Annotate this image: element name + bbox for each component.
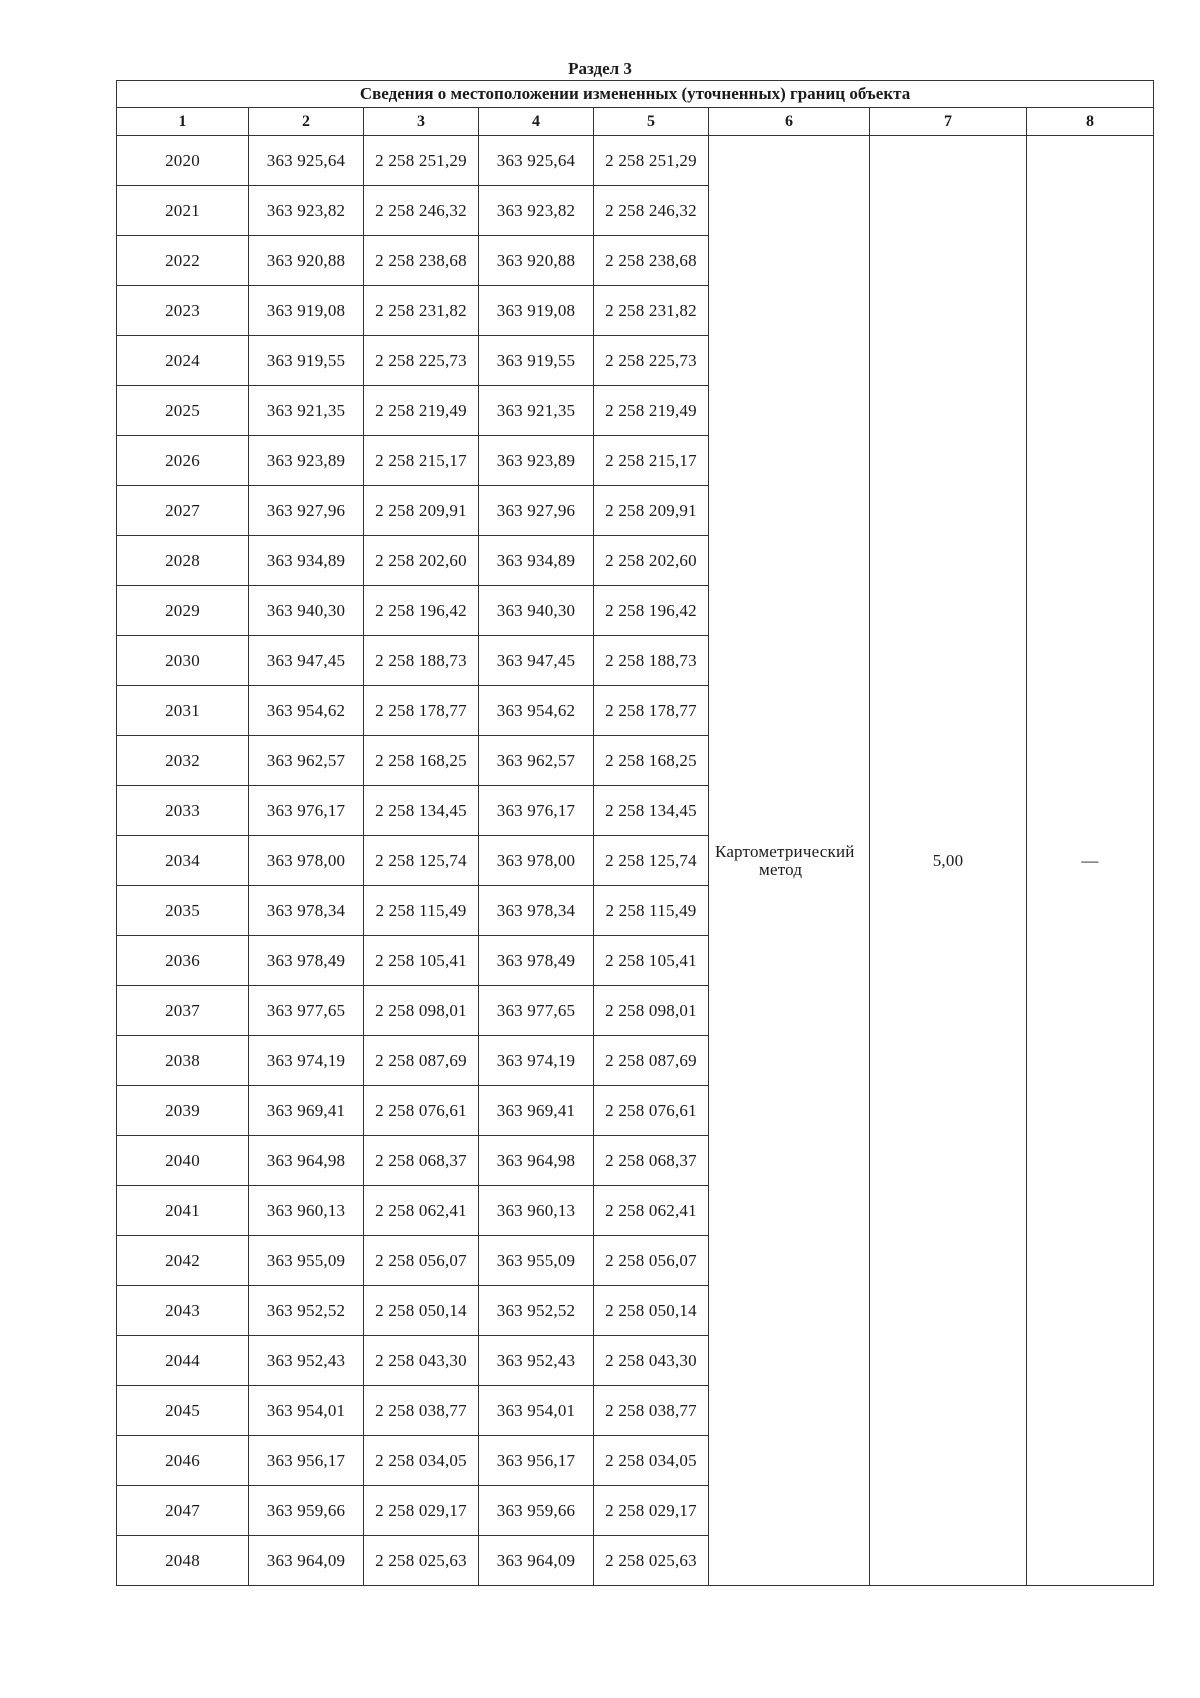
coordinate-cell: 363 923,82 xyxy=(249,186,364,236)
coordinate-cell: 363 923,89 xyxy=(479,436,594,486)
coordinate-cell: 363 921,35 xyxy=(249,386,364,436)
coordinate-cell: 2 258 196,42 xyxy=(364,586,479,636)
coordinate-cell: 2 258 196,42 xyxy=(594,586,709,636)
coordinate-cell: 2 258 068,37 xyxy=(364,1136,479,1186)
coordinate-cell: 2 258 219,49 xyxy=(594,386,709,436)
boundary-table xyxy=(116,80,1154,1586)
coordinate-cell: 363 960,13 xyxy=(479,1186,594,1236)
coordinate-cell: 2 258 225,73 xyxy=(594,336,709,386)
coordinate-cell: 363 919,08 xyxy=(479,286,594,336)
coordinate-cell: 2 258 098,01 xyxy=(594,986,709,1036)
coordinate-cell: 2 258 209,91 xyxy=(364,486,479,536)
coordinate-cell: 2 258 188,73 xyxy=(364,636,479,686)
column-number: 7 xyxy=(870,108,1027,136)
point-number-cell: 2032 xyxy=(117,736,249,786)
method-cell xyxy=(709,136,870,1586)
coordinate-cell: 2 258 238,68 xyxy=(594,236,709,286)
coordinate-cell: 2 258 034,05 xyxy=(594,1436,709,1486)
coordinate-cell: 363 952,52 xyxy=(479,1286,594,1336)
coordinate-cell: 2 258 034,05 xyxy=(364,1436,479,1486)
coordinate-cell: 2 258 056,07 xyxy=(364,1236,479,1286)
coordinate-cell: 363 925,64 xyxy=(479,136,594,186)
coordinate-cell: 363 954,01 xyxy=(479,1386,594,1436)
coordinate-cell: 2 258 246,32 xyxy=(364,186,479,236)
coordinate-cell: 363 978,49 xyxy=(249,936,364,986)
coordinate-cell: 2 258 115,49 xyxy=(594,886,709,936)
coordinate-cell: 363 954,01 xyxy=(249,1386,364,1436)
accuracy-cell: 5,00 xyxy=(870,136,1027,1586)
coordinate-cell: 363 923,89 xyxy=(249,436,364,486)
coordinate-cell: 363 927,96 xyxy=(249,486,364,536)
column-number: 4 xyxy=(479,108,594,136)
coordinate-cell: 2 258 215,17 xyxy=(594,436,709,486)
coordinate-cell: 2 258 076,61 xyxy=(594,1086,709,1136)
column-number-row xyxy=(117,108,1154,136)
coordinate-cell: 2 258 168,25 xyxy=(364,736,479,786)
coordinate-cell: 2 258 043,30 xyxy=(364,1336,479,1386)
coordinate-cell: 363 978,00 xyxy=(249,836,364,886)
coordinate-cell: 363 964,09 xyxy=(249,1536,364,1586)
point-number-cell: 2020 xyxy=(117,136,249,186)
coordinate-cell: 363 955,09 xyxy=(479,1236,594,1286)
coordinate-cell: 363 952,43 xyxy=(479,1336,594,1386)
point-number-cell: 2030 xyxy=(117,636,249,686)
coordinate-cell: 363 977,65 xyxy=(479,986,594,1036)
coordinate-cell: 2 258 029,17 xyxy=(594,1486,709,1536)
coordinate-cell: 363 919,55 xyxy=(479,336,594,386)
coordinate-cell: 2 258 105,41 xyxy=(364,936,479,986)
coordinate-cell: 2 258 134,45 xyxy=(594,786,709,836)
coordinate-cell: 363 974,19 xyxy=(479,1036,594,1086)
coordinate-cell: 2 258 038,77 xyxy=(364,1386,479,1436)
point-number-cell: 2029 xyxy=(117,586,249,636)
coordinate-cell: 2 258 231,82 xyxy=(594,286,709,336)
coordinate-cell: 363 921,35 xyxy=(479,386,594,436)
coordinate-cell: 363 969,41 xyxy=(249,1086,364,1136)
coordinate-cell: 363 956,17 xyxy=(249,1436,364,1486)
point-number-cell: 2025 xyxy=(117,386,249,436)
note-cell: — xyxy=(1027,136,1154,1586)
coordinate-cell: 363 952,43 xyxy=(249,1336,364,1386)
coordinate-cell: 363 955,09 xyxy=(249,1236,364,1286)
coordinate-cell: 363 978,00 xyxy=(479,836,594,886)
point-number-cell: 2038 xyxy=(117,1036,249,1086)
point-number-cell: 2048 xyxy=(117,1536,249,1586)
point-number-cell: 2039 xyxy=(117,1086,249,1136)
coordinate-cell: 2 258 215,17 xyxy=(364,436,479,486)
coordinate-cell: 363 976,17 xyxy=(479,786,594,836)
coordinate-cell: 363 919,55 xyxy=(249,336,364,386)
point-number-cell: 2028 xyxy=(117,536,249,586)
coordinate-cell: 2 258 062,41 xyxy=(364,1186,479,1236)
point-number-cell: 2026 xyxy=(117,436,249,486)
point-number-cell: 2036 xyxy=(117,936,249,986)
coordinate-cell: 2 258 105,41 xyxy=(594,936,709,986)
coordinate-cell: 2 258 202,60 xyxy=(594,536,709,586)
coordinate-cell: 363 920,88 xyxy=(479,236,594,286)
table-row xyxy=(117,136,1154,186)
table-body xyxy=(117,136,1154,1586)
coordinate-cell: 2 258 225,73 xyxy=(364,336,479,386)
column-number: 6 xyxy=(709,108,870,136)
column-number: 1 xyxy=(117,108,249,136)
coordinate-cell: 363 964,98 xyxy=(249,1136,364,1186)
point-number-cell: 2035 xyxy=(117,886,249,936)
coordinate-cell: 363 978,34 xyxy=(249,886,364,936)
coordinate-cell: 363 962,57 xyxy=(249,736,364,786)
method-text: метод xyxy=(759,859,803,879)
coordinate-cell: 363 947,45 xyxy=(249,636,364,686)
coordinate-cell: 2 258 025,63 xyxy=(364,1536,479,1586)
point-number-cell: 2041 xyxy=(117,1186,249,1236)
coordinate-cell: 363 934,89 xyxy=(479,536,594,586)
coordinate-cell: 363 959,66 xyxy=(479,1486,594,1536)
coordinate-cell: 363 934,89 xyxy=(249,536,364,586)
coordinate-cell: 363 923,82 xyxy=(479,186,594,236)
coordinate-cell: 2 258 043,30 xyxy=(594,1336,709,1386)
coordinate-cell: 363 974,19 xyxy=(249,1036,364,1086)
coordinate-cell: 2 258 115,49 xyxy=(364,886,479,936)
coordinate-cell: 363 962,57 xyxy=(479,736,594,786)
coordinate-cell: 2 258 251,29 xyxy=(364,136,479,186)
point-number-cell: 2027 xyxy=(117,486,249,536)
method-text: Картометрический xyxy=(715,841,855,861)
point-number-cell: 2021 xyxy=(117,186,249,236)
coordinate-cell: 363 978,34 xyxy=(479,886,594,936)
coordinate-cell: 363 925,64 xyxy=(249,136,364,186)
point-number-cell: 2022 xyxy=(117,236,249,286)
point-number-cell: 2033 xyxy=(117,786,249,836)
point-number-cell: 2034 xyxy=(117,836,249,886)
coordinate-cell: 2 258 125,74 xyxy=(364,836,479,886)
coordinate-cell: 2 258 246,32 xyxy=(594,186,709,236)
coordinate-cell: 2 258 168,25 xyxy=(594,736,709,786)
coordinate-cell: 2 258 087,69 xyxy=(364,1036,479,1086)
coordinate-cell: 363 952,52 xyxy=(249,1286,364,1336)
section-title: Раздел 3 xyxy=(568,59,632,78)
coordinate-cell: 363 947,45 xyxy=(479,636,594,686)
table-caption: Сведения о местоположении измененных (уточненных) границ объекта xyxy=(117,81,1154,108)
point-number-cell: 2046 xyxy=(117,1436,249,1486)
coordinate-cell: 363 927,96 xyxy=(479,486,594,536)
coordinate-cell: 363 978,49 xyxy=(479,936,594,986)
coordinate-cell: 2 258 209,91 xyxy=(594,486,709,536)
point-number-cell: 2024 xyxy=(117,336,249,386)
coordinate-cell: 2 258 062,41 xyxy=(594,1186,709,1236)
coordinate-cell: 2 258 178,77 xyxy=(594,686,709,736)
coordinate-cell: 363 920,88 xyxy=(249,236,364,286)
coordinate-cell: 363 964,09 xyxy=(479,1536,594,1586)
coordinate-cell: 2 258 125,74 xyxy=(594,836,709,886)
column-number: 2 xyxy=(249,108,364,136)
coordinate-cell: 363 940,30 xyxy=(479,586,594,636)
coordinate-cell: 2 258 076,61 xyxy=(364,1086,479,1136)
coordinate-cell: 2 258 134,45 xyxy=(364,786,479,836)
coordinate-cell: 363 976,17 xyxy=(249,786,364,836)
coordinate-cell: 363 919,08 xyxy=(249,286,364,336)
coordinate-cell: 2 258 251,29 xyxy=(594,136,709,186)
coordinate-cell: 2 258 050,14 xyxy=(364,1286,479,1336)
coordinate-cell: 363 940,30 xyxy=(249,586,364,636)
coordinate-cell: 2 258 056,07 xyxy=(594,1236,709,1286)
coordinate-cell: 2 258 098,01 xyxy=(364,986,479,1036)
coordinate-cell: 2 258 202,60 xyxy=(364,536,479,586)
coordinate-cell: 2 258 029,17 xyxy=(364,1486,479,1536)
point-number-cell: 2031 xyxy=(117,686,249,736)
point-number-cell: 2040 xyxy=(117,1136,249,1186)
coordinate-cell: 363 954,62 xyxy=(479,686,594,736)
coordinate-cell: 363 964,98 xyxy=(479,1136,594,1186)
coordinate-cell: 2 258 238,68 xyxy=(364,236,479,286)
coordinate-cell: 2 258 025,63 xyxy=(594,1536,709,1586)
coordinate-cell: 2 258 068,37 xyxy=(594,1136,709,1186)
coordinate-cell: 363 956,17 xyxy=(479,1436,594,1486)
coordinate-cell: 363 959,66 xyxy=(249,1486,364,1536)
column-number: 5 xyxy=(594,108,709,136)
point-number-cell: 2023 xyxy=(117,286,249,336)
coordinate-cell: 363 954,62 xyxy=(249,686,364,736)
coordinate-cell: 363 977,65 xyxy=(249,986,364,1036)
coordinate-cell: 2 258 050,14 xyxy=(594,1286,709,1336)
point-number-cell: 2037 xyxy=(117,986,249,1036)
point-number-cell: 2047 xyxy=(117,1486,249,1536)
coordinate-cell: 363 969,41 xyxy=(479,1086,594,1136)
coordinate-cell: 363 960,13 xyxy=(249,1186,364,1236)
column-number: 3 xyxy=(364,108,479,136)
coordinate-cell: 2 258 087,69 xyxy=(594,1036,709,1086)
point-number-cell: 2043 xyxy=(117,1286,249,1336)
point-number-cell: 2045 xyxy=(117,1386,249,1436)
point-number-cell: 2044 xyxy=(117,1336,249,1386)
coordinate-cell: 2 258 188,73 xyxy=(594,636,709,686)
column-number: 8 xyxy=(1027,108,1154,136)
coordinate-cell: 2 258 178,77 xyxy=(364,686,479,736)
point-number-cell: 2042 xyxy=(117,1236,249,1286)
coordinate-cell: 2 258 038,77 xyxy=(594,1386,709,1436)
coordinate-cell: 2 258 219,49 xyxy=(364,386,479,436)
coordinate-cell: 2 258 231,82 xyxy=(364,286,479,336)
